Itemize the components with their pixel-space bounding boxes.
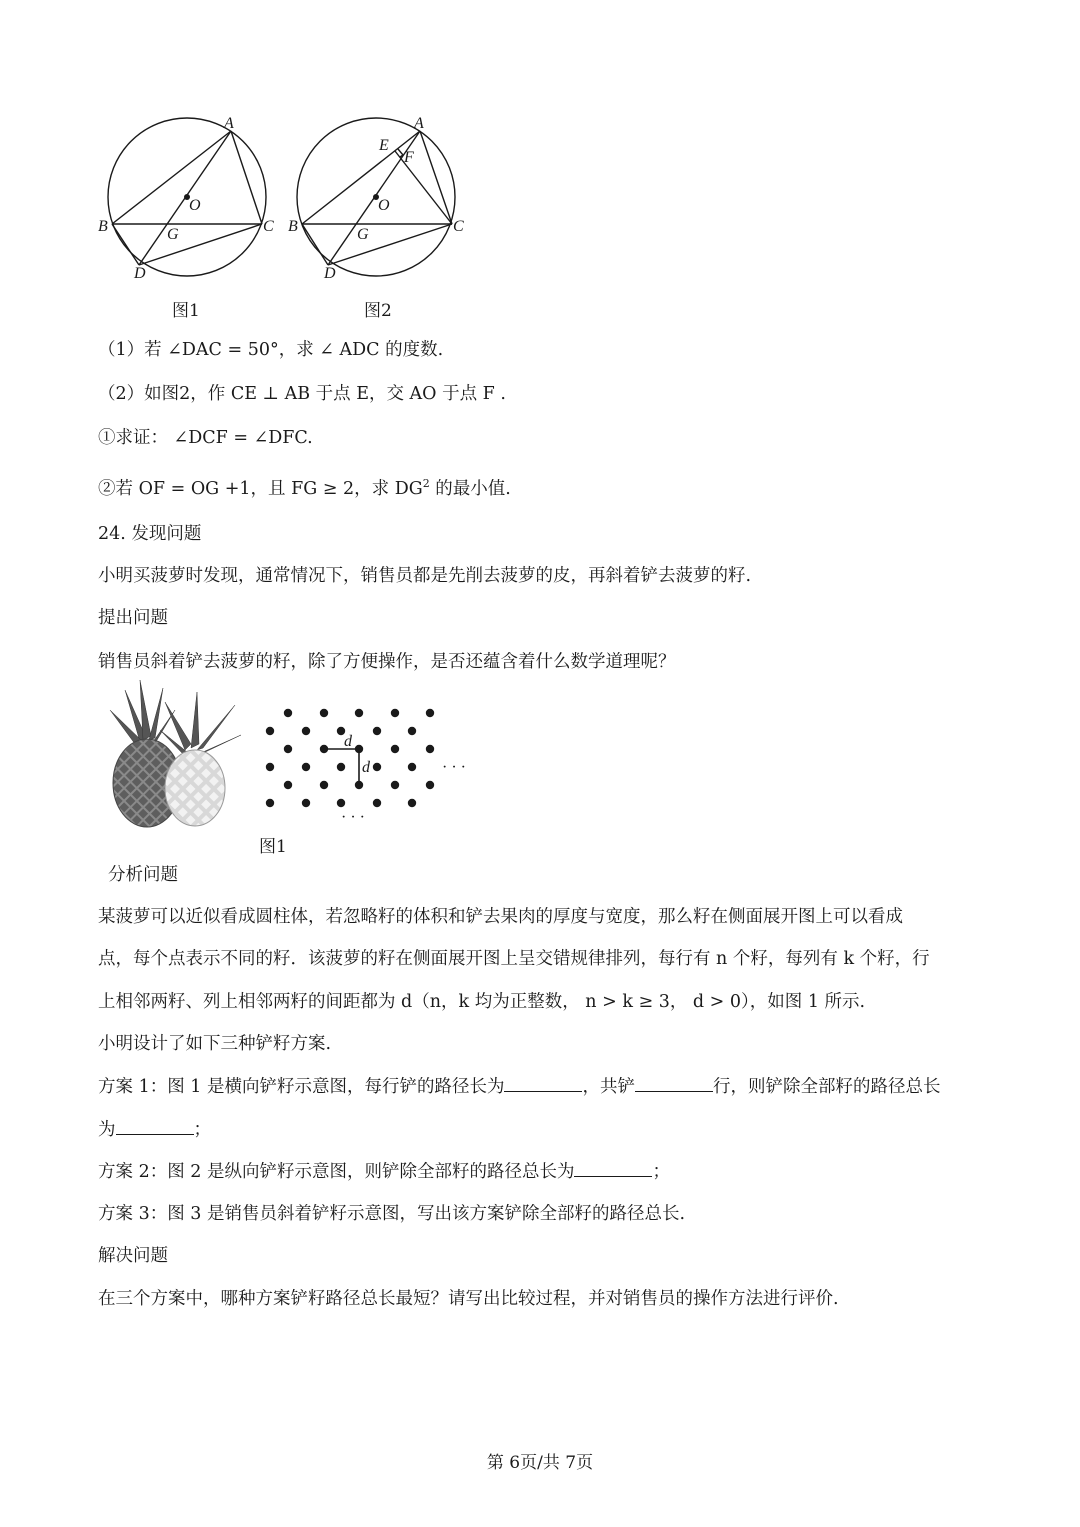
q24-intro: 小明买菠萝时发现，通常情况下，销售员都是先削去菠萝的皮，再斜着铲去菠萝的籽. [98,566,752,586]
ellipsis-right: · · · [442,759,466,776]
q23-part2-1: ①求证： ∠DCF = ∠DFC. [98,428,313,448]
q24-solve-title: 解决问题 [98,1246,168,1266]
q24-plan1 [98,1073,940,1100]
pineapple-photo [105,680,245,830]
label-b: B [98,218,108,235]
label-d: D [134,265,146,282]
label-g2: G [357,226,369,243]
plan1-blank-path-length[interactable] [504,1073,582,1092]
label-c2: C [453,218,464,235]
circle-figure-1 [95,112,274,282]
label-o: O [189,197,201,214]
q24-title: 24. 发现问题 [98,524,202,544]
q24-plans-intro: 小明设计了如下三种铲籽方案. [98,1034,332,1054]
q23-part2-2-text: ②若 OF = OG +1，且 FG ≥ 2，求 DG [98,478,423,499]
q24-ask: 销售员斜着铲去菠萝的籽，除了方便操作，是否还蕴含着什么数学道理呢？ [98,652,676,672]
plan2-text-a: 方案 2：图 2 是纵向铲籽示意图，则铲除全部籽的路径总长为 [98,1162,575,1182]
q24-plan1-cont [98,1116,211,1143]
d-label-vertical: d [362,759,370,776]
q23-part2-2-exponent: 2 [422,477,430,490]
plan1-text-b: ，共铲 [582,1077,635,1097]
q23-part2-2-tail: 的最小值. [429,478,511,499]
page-footer: 第 6页/共 7页 [486,1453,594,1473]
circle-figure-2 [285,112,470,282]
q24-analyze-3: 上相邻两籽、列上相邻两籽的间距都为 d（n，k 均为正整数， n > k ≥ 3， d > 0），如图 1 所示. [98,992,866,1012]
q23-part1: （1）若 ∠DAC = 50°，求 ∠ ADC 的度数. [98,340,444,360]
label-a2: A [414,115,424,132]
seed-lattice-figure [255,700,480,825]
q23-part2-2 [98,471,511,502]
plan1-blank-total[interactable] [116,1116,194,1135]
label-e: E [379,137,389,154]
q24-analyze-2: 点，每个点表示不同的籽．该菠萝的籽在侧面展开图上呈交错规律排列，每行有 n 个籽，每列有 k 个籽，行 [98,949,930,969]
plan1-text-e: ； [193,1120,211,1140]
d-label-horizontal: d [344,733,352,750]
figure-1-caption: 图1 [172,301,200,321]
label-f: F [404,149,414,166]
q24-plan2 [98,1158,670,1185]
plan2-text-b: ； [652,1162,670,1182]
label-c: C [263,218,274,235]
q24-figure-caption: 图1 [259,837,287,857]
label-g: G [167,226,179,243]
label-a: A [224,115,234,132]
plan1-text-d: 为 [98,1120,116,1140]
ellipsis-bottom: · · · [341,809,365,826]
q24-ask-title: 提出问题 [98,608,168,628]
q24-analyze-title: 分析问题 [108,865,178,885]
q23-part2: （2）如图2，作 CE ⊥ AB 于点 E，交 AO 于点 F . [98,384,506,404]
plan1-text-c: 行，则铲除全部籽的路径总长 [712,1077,941,1097]
label-b2: B [288,218,298,235]
plan2-blank-total[interactable] [574,1158,652,1177]
label-d2: D [324,265,336,282]
q24-analyze-1: 某菠萝可以近似看成圆柱体，若忽略籽的体积和铲去果肉的厚度与宽度，那么籽在侧面展开图上可以看成 [98,907,903,927]
label-o2: O [378,197,390,214]
figure-2-caption: 图2 [364,301,392,321]
q24-solve: 在三个方案中，哪种方案铲籽路径总长最短？请写出比较过程，并对销售员的操作方法进行评价. [98,1289,839,1309]
plan1-text-a: 方案 1：图 1 是横向铲籽示意图，每行铲的路径长为 [98,1077,505,1097]
q24-plan3: 方案 3：图 3 是销售员斜着铲籽示意图，写出该方案铲除全部籽的路径总长. [98,1204,686,1224]
plan1-blank-row-count[interactable] [635,1073,713,1092]
